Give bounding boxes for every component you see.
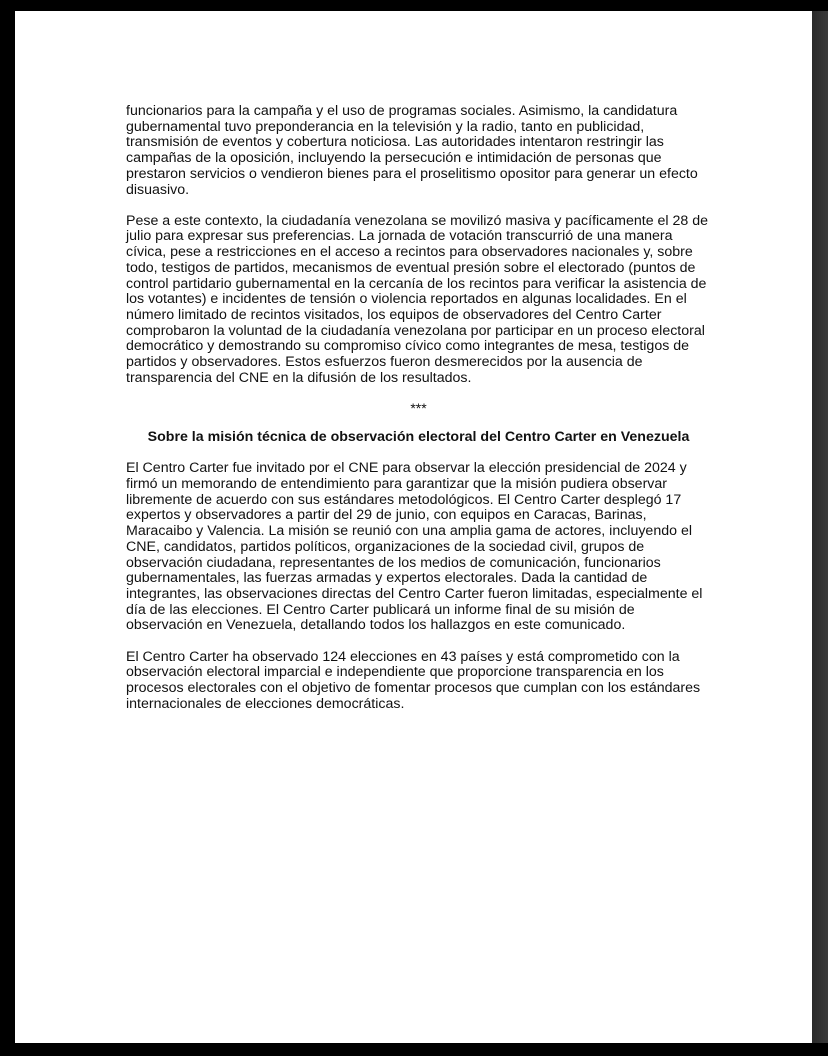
paragraph-carter-center-record: El Centro Carter ha observado 124 elecciones en 43 países y está comprometido con la observación electoral imparcial e independiente que proporcione transparencia en los procesos electorales con el objetivo de fomentar procesos que cumplan con los estándares internacionales de elecciones democráticas. [126,648,701,712]
page-edge-shadow [812,11,828,1043]
document-body [126,104,711,712]
section-heading: Sobre la misión técnica de observación electoral del Centro Carter en Venezuela [147,429,690,446]
paragraph-campaign-resources: funcionarios para la campaña y el uso de programas sociales. Asimismo, la candidatura gubernamental tuvo preponderancia en la televisión y la radio, tanto en publicidad, transmisión de eventos y cobertura noticiosa. Las autoridades intentaron restringir las campañas de la oposición, incluyendo la persecución e intimidación de personas que prestaron servicios o vendieron bienes para el proselitismo opositor para generar un efecto disuasivo. [126,103,698,198]
paragraph-mission-description: El Centro Carter fue invitado por el CNE para observar la elección presidencial de 2024 y firmó un memorando de entendimiento para garantizar que la misión pudiera observar libremente de acuerdo con sus estándares metodológicos. El Centro Carter desplegó 17 expertos y observadores a partir del 29 de junio, con equipos en Caracas, Barinas, Maracaibo y Valencia. La misión se reunió con una amplia gama de actores, incluyendo el CNE, candidatos, partidos políticos, organizaciones de la sociedad civil, grupos de observación ciudadana, representantes de los medios de comunicación, funcionarios gubernamentales, las fuerzas armadas y expertos electorales. Dada la cantidad de integrantes, las observaciones directas del Centro Carter fueron limitadas, especialmente el día de las elecciones. El Centro Carter publicará un informe final de su misión de observación en Venezuela, detallando todos los hallazgos en este comunicado. [126,460,703,634]
section-separator: *** [410,400,427,417]
paragraph-election-day: Pese a este contexto, la ciudadanía venezolana se movilizó masiva y pacíficamente el 28 de julio para expresar sus preferencias. La jornada de votación transcurrió de una manera cívica, pese a restricciones en el acceso a recintos para observadores nacionales y, sobre todo, testigos de partidos, mecanismos de eventual presión sobre el electorado (puntos de control partidario gubernamental en la cercanía de los recintos para verificar la asistencia de los votantes) e incidentes de tensión o violencia reportados en algunas localidades. En el número limitado de recintos visitados, los equipos de observadores del Centro Carter comprobaron la voluntad de la ciudadanía venezolana por participar en un proceso electoral democrático y demostrando su compromiso cívico como integrantes de mesa, testigos de partidos y observadores. Estos esfuerzos fueron desmerecidos por la ausencia de transparencia del CNE en la difusión de los resultados. [126,212,709,386]
